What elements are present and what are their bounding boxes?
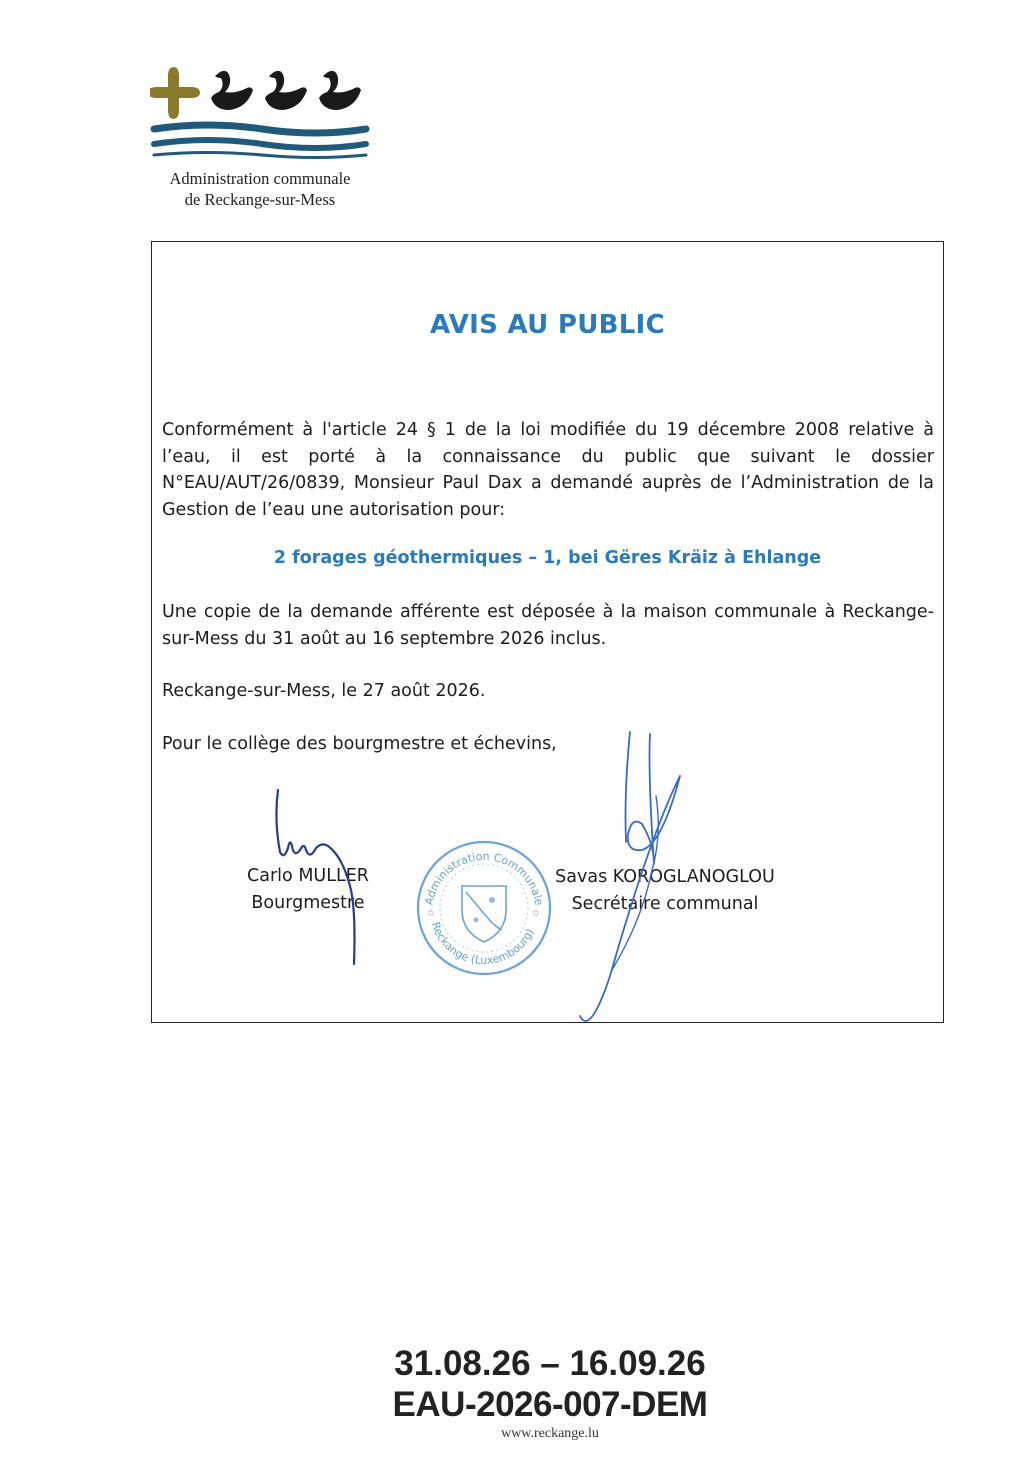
cross-icon	[150, 67, 200, 119]
seal-top-text: Administration Communale	[422, 849, 546, 907]
logo-caption-line1: Administration communale	[169, 169, 351, 188]
website-link[interactable]: www.reckange.lu	[501, 1426, 599, 1441]
notice-place-date: Reckange-sur-Mess, le 27 août 2026.	[162, 681, 486, 701]
posting-period: 31.08.26 – 16.09.26	[394, 1344, 706, 1383]
svg-text:✩: ✩	[427, 909, 435, 919]
logo-graphic	[150, 66, 370, 161]
seal-bottom-text: Reckange (Luxembourg)	[428, 920, 537, 968]
notice-title: AVIS AU PUBLIC	[430, 310, 665, 340]
dossier-reference: EAU-2026-007-DEM	[392, 1385, 708, 1424]
swan-icon	[211, 71, 253, 110]
signatory-right-role: Secrétaire communal	[571, 894, 759, 914]
logo-caption	[140, 168, 380, 210]
wave-icon	[154, 125, 366, 158]
swan-icon	[265, 71, 307, 110]
signature-right-icon	[548, 726, 698, 1026]
notice-paragraph-intro: Conformément à l'article 24 § 1 de la loi modifiée du 19 décembre 2008 relative à l’eau, il est porté à la connaissance du public que suivant le dossier N°EAU/AUT/26/0839, Monsieur Paul Dax a demandé auprès de l’Administration de la Gestion de l’eau une autorisation pour:	[162, 420, 934, 520]
municipal-logo	[150, 66, 370, 161]
notice-paragraph-deposit: Une copie de la demande afférente est déposée à la maison communale à Reckange-sur-Mess du 31 août au 16 septembre 2026 inclus.	[162, 602, 934, 649]
municipal-seal-icon	[414, 838, 554, 978]
notice-closing: Pour le collège des bourgmestre et échevins,	[162, 734, 557, 754]
notice-subject: 2 forages géothermiques – 1, bei Gëres Kräiz à Ehlange	[273, 548, 822, 568]
svg-text:✩: ✩	[532, 909, 540, 919]
signatory-right-name: Savas KOROGLANOGLOU	[555, 867, 775, 887]
signatory-left-role: Bourgmestre	[251, 893, 365, 913]
signatory-left-name: Carlo MULLER	[247, 866, 369, 886]
logo-caption-line2: de Reckange-sur-Mess	[184, 190, 336, 209]
swan-icon	[319, 71, 361, 110]
signature-left-icon	[270, 786, 380, 966]
